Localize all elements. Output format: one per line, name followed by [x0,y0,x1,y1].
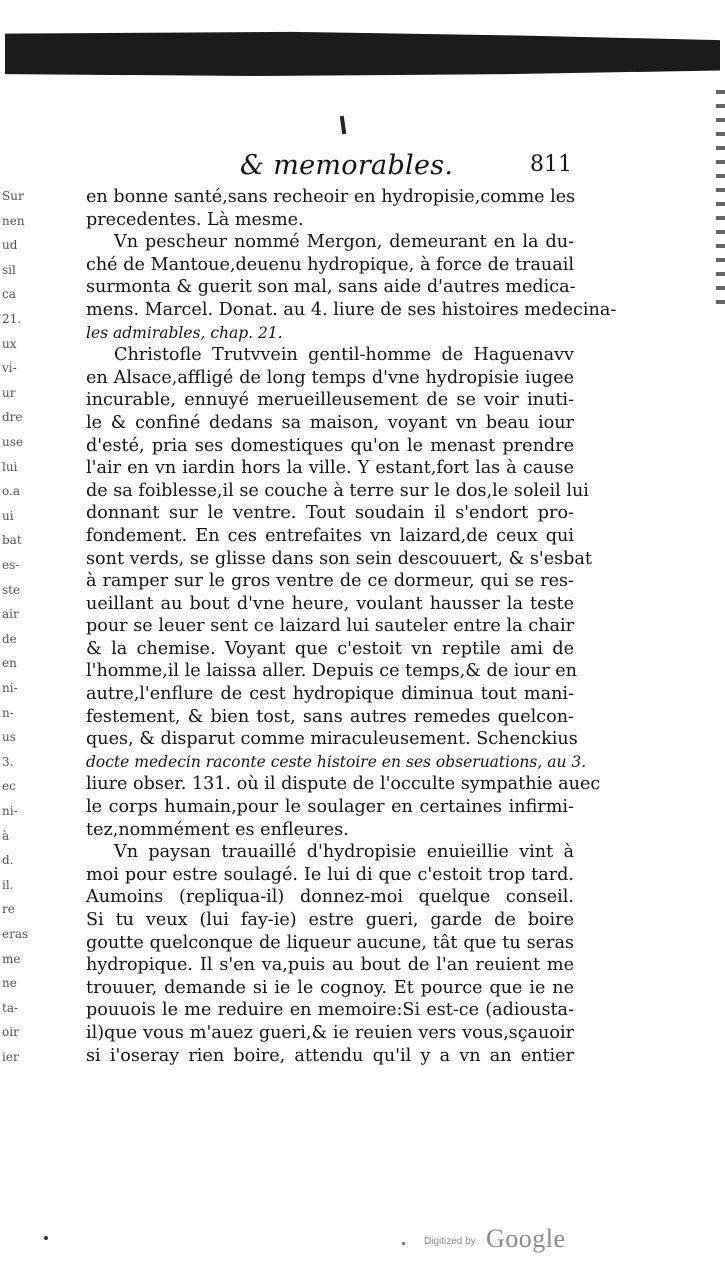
text-line: à ramper sur le gros ventre de ce dormeur, qui se res- [86,571,574,592]
margin-fragment: en [2,656,17,671]
margin-fragment: ni- [2,804,18,818]
margin-fragment: dre [2,410,23,425]
margin-fragment: ni- [2,681,18,695]
text-line: le corps humain,pour le soulager en certaines infirmi- [86,797,574,818]
margin-fragment: 3. [2,754,14,769]
body-text [86,186,617,1106]
margin-fragment: oir [2,1025,19,1040]
text-line: en bonne santé,sans recheoir en hydropisie,comme les [86,187,576,207]
margin-fragment: us [2,730,16,745]
ink-speck [44,1236,48,1240]
text-line: fondement. En ces entrefaites vn laizard,de ceux qui [86,525,574,546]
text-line: ques, & disparut comme miraculeusement. Schenckius [86,729,578,750]
paragraph-start-line: Vn paysan trauaillé d'hydropisie enuieillie vint à [114,842,574,863]
text-line: surmonta & guerit son mal, sans aide d'autres medica- [86,277,576,298]
text-line: incurable, ennuyé merueilleusement de se voir inuti- [86,390,574,411]
citation-line: les admirables, chap. 21. [86,323,283,342]
facing-page-margin [0,185,36,1145]
text-line: Si tu veux (lui fay-ie) estre gueri, garde de boire [86,910,574,930]
citation-line: mens. Marcel. Donat. au 4. liure de ses histoires medecina- [86,299,617,320]
paragraph-start-line: Christofle Trutvvein gentil-homme de Haguenavv [114,345,574,366]
text-line: trouuer, demande si ie le cognoy. Et pource que ie ne [86,977,574,998]
text-line: precedentes. Là mesme. [86,209,304,230]
text-line: pouuois le me reduire en memoire:Si est-ce (adiousta- [86,1000,574,1021]
text-line: le & confiné dedans sa maison, voyant vn beau iour [86,412,574,433]
text-line: & la chemise. Voyant que c'estoit vn reptile ami de [86,638,574,659]
margin-fragment: eras [2,927,29,941]
text-line: d'esté, pria ses domestiques qu'on le menast prendre [86,435,574,456]
margin-fragment: es- [2,558,20,572]
margin-fragment: nen [2,213,25,228]
text-line: tez,nommément es enfleures. [86,819,349,840]
margin-fragment: use [2,435,23,449]
digitized-watermark [424,1226,584,1256]
margin-fragment: ui [2,508,14,523]
text-line: en Alsace,affligé de long temps d'vne hydropisie iugee [86,367,574,388]
digitized-by-label: Digitized by [424,1236,476,1247]
margin-fragment: ste [2,582,21,597]
text-line: hydropique. Il s'en va,puis au bout de l'an reuient me [86,955,574,976]
text-line: autre,l'enflure de cest hydropique diminua tout mani- [86,684,574,705]
margin-fragment: me [2,951,21,966]
margin-fragment: ux [2,336,17,351]
text-line: l'homme,il le laissa aller. Depuis ce temps,& de iour en [86,661,578,682]
text-line: goutte quelconque de liqueur aucune, tât que tu seras [86,932,574,953]
google-logo: Google [486,1224,566,1253]
margin-fragment: de [2,631,17,646]
margin-fragment: ca [2,287,16,302]
text-line: sont verds, se glisse dans son sein descouuert, & s'esbat [86,548,592,569]
paragraph-start-line: Vn pescheur nommé Mergon, demeurant en la du- [114,232,574,253]
margin-fragment: ne [2,976,17,991]
text-line: liure obser. 131. où il dispute de l'occulte sympathie auec [86,774,601,795]
text-line: donnant sur le ventre. Tout soudain il s'endort pro- [86,503,574,524]
margin-fragment: bat [2,533,22,548]
margin-fragment: lui [2,459,18,474]
text-line: de sa foiblesse,il se couche à terre sur le dos,le soleil lui [86,480,589,501]
text-line: ché de Mantoue,deuenu hydropique, à force de trauail [86,254,574,275]
running-title: & memorables. [240,150,454,181]
margin-fragment: à [2,828,10,843]
margin-fragment: 21. [2,312,22,326]
margin-fragment: il. [2,877,14,892]
text-line: ueillant au bout d'vne heure, voulant hausser la teste [86,593,574,614]
text-line: l'air en vn iardin hors la ville. Y estant,fort las à cause [86,458,574,479]
margin-fragment: ec [2,779,16,794]
page-header [240,150,580,184]
text-line: il)que vous m'auez gueri,& ie reuien vers vous,sçauoir [86,1022,574,1043]
ink-mark [340,116,346,134]
ink-speck [402,1242,405,1245]
margin-fragment: n- [2,705,14,720]
text-line: Aumoins (repliqua-il) donnez-moi quelque conseil. [86,887,574,908]
margin-fragment: vi- [2,361,17,376]
margin-fragment: re [2,902,15,917]
page-edge-shadow [716,90,725,310]
page-number: 811 [530,152,572,177]
scan-edge-band [5,30,720,76]
margin-fragment: air [2,607,19,622]
margin-fragment: ur [2,385,16,400]
margin-fragment: Sur [2,189,24,203]
margin-fragment: o.a [2,484,20,499]
text-line: pour se leuer sent ce laizard lui sauteler entre la chair [86,616,574,637]
text-line: si i'oseray rien boire, attendu qu'il y a vn an entier [86,1045,574,1066]
margin-fragment: sil [2,262,16,277]
citation-line: docte medecin raconte ceste histoire en ses obseruations, au 3. [86,752,587,771]
margin-fragment: ta- [2,1000,19,1015]
margin-fragment: ud [2,238,18,253]
text-line: moi pour estre soulagé. Ie lui di que c'estoit trop tard. [86,864,574,885]
margin-fragment: d. [2,853,14,868]
text-line: festement, & bien tost, sans autres remedes quelcon- [86,706,574,727]
margin-fragment: ier [2,1050,19,1064]
